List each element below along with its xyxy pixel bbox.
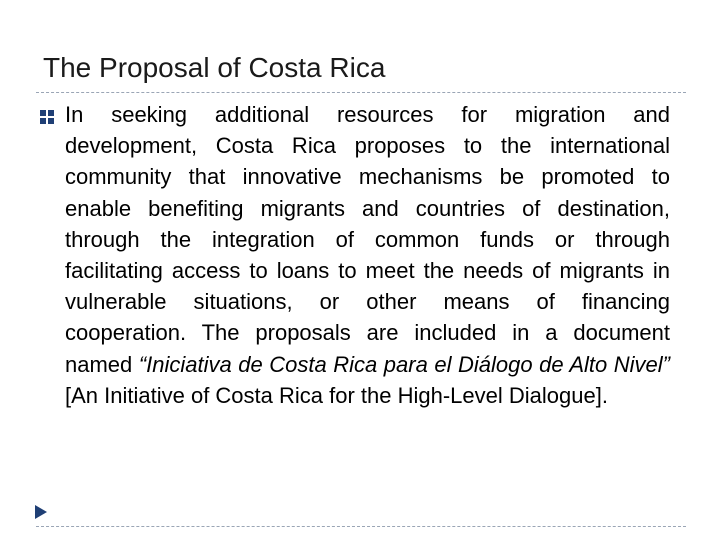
body-paragraph bbox=[65, 99, 670, 411]
footer-divider bbox=[36, 526, 686, 527]
bullet-icon bbox=[40, 110, 54, 124]
body-text-part-2: [An Initiative of Costa Rica for the High-Level Dialogue]. bbox=[65, 382, 608, 408]
slide-title: The Proposal of Costa Rica bbox=[43, 52, 386, 83]
document-name: “Iniciativa de Costa Rica para el Diálogo de Alto Nivel” bbox=[138, 351, 670, 377]
body-text-part-1: In seeking additional resources for migration and development, Costa Rica proposes to the international community that innovative mechanisms be promoted to enable benefiting migrants and countries of destination, through the integration of common funds or through facilitating access to loans to meet the needs of migrants in vulnerable situations, or other means of financing cooperation. The proposals are included in a document named bbox=[65, 102, 670, 377]
play-arrow-icon[interactable] bbox=[35, 505, 47, 519]
title-divider bbox=[36, 92, 686, 93]
